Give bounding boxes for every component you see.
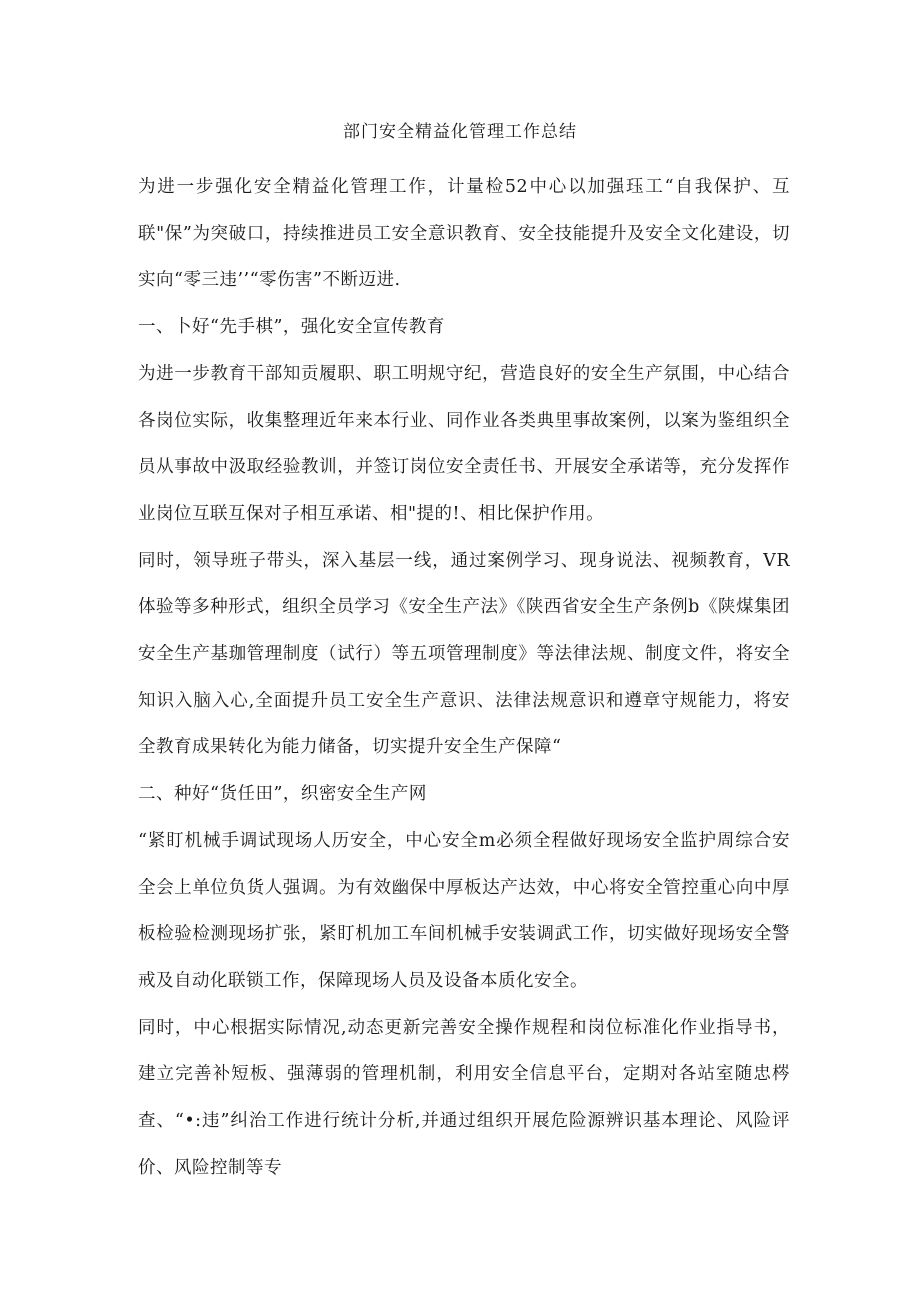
paragraph-intro: 为进一步强化安全精益化管理工作，计量检52中心以加强珏工“自我保护、互联"保”为突破口，持续推进员工安全意识教育、安全技能提升及安全文化建设，切实向“零三违’’“零伤害”不断迈进. bbox=[138, 177, 790, 291]
section-heading-2: 二、种好“货任田”，织密安全生产网 bbox=[138, 784, 427, 805]
paragraph-section-1-a: 为进一步教育干部知贡履职、职工明规守纪，营造良好的安全生产氛围，中心结合各岗位实际，收集整理近年来本行业、同作业各类典里事故案例，以案为鉴组织全员从事故中汲取经验教训，并签订岗位安全责任书、开展安全承诺等，充分发挥作业岗位互联互保对子相互承诺、相"提的!、相比保护作用。 bbox=[138, 363, 790, 524]
section-heading-1: 一、卜好“先手棋”，强化安全宣传教育 bbox=[138, 317, 445, 338]
paragraph-section-2-b: 同时，中心根据实际情况,动态更新完善安全操作规程和岗位标准化作业指导书，建立完善补短板、强薄弱的管理机制，利用安全信息平台，定期对各站室随忠梣查、“•:违”纠治工作进行统计分析,并通过组织开展危险源辨识基本理论、风险评价、风险控制等专 bbox=[138, 1017, 790, 1178]
page-title: 部门安全精益化管理工作总结 bbox=[343, 122, 577, 142]
paragraph-section-1-b: 同时，领导班子带头，深入基层一线，通过案例学习、现身说法、视频教育，VR体验等多种形式，组织全员学习《安全生产法》《陕西省安全生产条例b《陕煤集团安全生产基珈管理制度（试行）等五项管理制度》等法律法规、制度文件，将安全知识入脑入心,全面提升员工安全生产意识、法律法规意识和遵章守规能力，将安全教育成果转化为能力储备，切实提升安全生产保障“ bbox=[138, 550, 790, 758]
document-body bbox=[138, 164, 790, 1191]
paragraph-section-2-a: “紧盯机械手调试现场人历安全，中心安全m必须全程做好现场安全监护周综合安全会上单位负货人强调。为有效幽保中厚板达产达效，中心将安全管控重心向中厚板检验检测现场扩张，紧盯机加工车间机械手安装调武工作，切实做好现场安全警戒及自动化联锁工作，保障现场人员及设备本质化安全。 bbox=[138, 830, 790, 991]
